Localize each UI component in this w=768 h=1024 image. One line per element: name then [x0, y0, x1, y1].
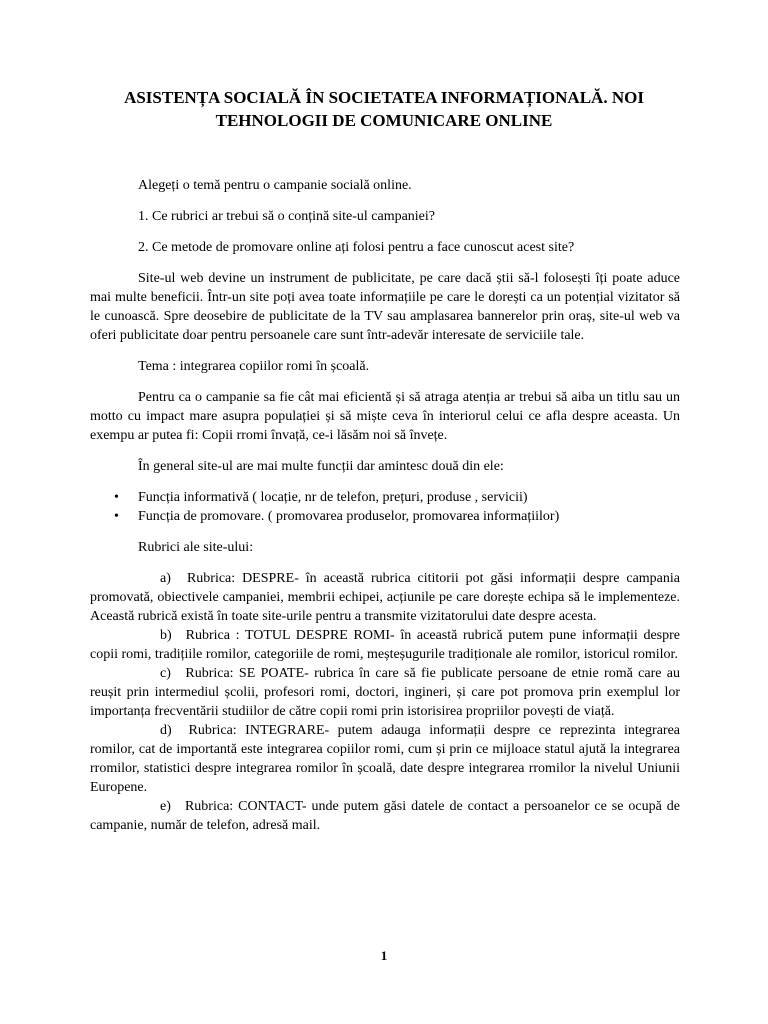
paragraph-website: Site-ul web devine un instrument de publicitate, pe care dacă știi să-l folosești îți poate aduce mai multe beneficii. Într-un site poți avea toate informațiile pe care le dorești ca un potențial vizitator să le cunoască. Spre deosebire de publicitate de la TV sau amplasarea bannerelor prin oraș, site-ul web va oferi publicitate doar pentru persoanele care sunt într-adevăr interesate de serviciile tale.: [90, 271, 680, 343]
rubric-item: [90, 721, 680, 797]
intro-line: Alegeți o temă pentru o campanie socială online.: [138, 178, 412, 193]
document-body: [90, 176, 680, 835]
bullet-icon: •: [114, 490, 119, 505]
functions-list: [90, 488, 680, 526]
rubric-text: Rubrica: INTEGRARE- putem adauga informații despre ce reprezinta integrarea romilor, cat de importantă este integrarea copiilor romi, cum și prin ce mijloace statul ajută la integrarea rromilor, statistici despre integrarea romilor în școală, date despre integrarea rromilor la nivelul Uniunii Europene.: [90, 723, 681, 795]
document-title: ASISTENȚA SOCIALĂ ÎN SOCIETATEA INFORMAȚIONALĂ. NOI TEHNOLOGII DE COMUNICARE ONLINE: [124, 88, 644, 130]
page-number: 1: [380, 948, 388, 963]
rubrici-heading: Rubrici ale site-ului:: [138, 540, 254, 555]
rubric-item: [90, 626, 680, 664]
paragraph-campaign: Pentru ca o campanie sa fie cât mai eficientă și să atraga atenția ar trebui să aiba un titlu sau un motto cu impact mare asupra populației și să miște ceva în interiorul celui ce afla despre aceasta. Un exempu ar putea fi: Copii rromi învață, ce-i lăsăm noi să învețe.: [90, 390, 680, 443]
rubric-label: e): [160, 799, 171, 814]
paragraph-functions: În general site-ul are mai multe funcții dar amintesc două din ele:: [138, 459, 504, 474]
rubric-item: [90, 797, 680, 835]
list-item-text: Funcția informativă ( locație, nr de telefon, prețuri, produse , servicii): [138, 490, 528, 505]
rubric-text: Rubrica: DESPRE- în această rubrica cititorii pot găsi informații despre campania promovată, obiectivele campaniei, membrii echipei, acțiunile pe care dorește echipa să le implementeze. Această rubrică există în toate site-urile pentru a transmite vizitatorului date despre acesta.: [90, 571, 681, 624]
list-item: [90, 488, 680, 507]
rubric-label: c): [160, 666, 171, 681]
question-2: 2. Ce metode de promovare online ați folosi pentru a face cunoscut acest site?: [138, 240, 575, 255]
rubric-label: b): [160, 628, 172, 643]
rubric-text: Rubrica : TOTUL DESPRE ROMI- în această rubrică putem pune informații despre copii romi, tradițiile romilor, categoriile de romi, meșteșugurile tradiționale ale romilor, istoricul romilor.: [90, 628, 681, 662]
list-item: [90, 507, 680, 526]
rubric-item: [90, 664, 680, 721]
rubric-text: Rubrica: CONTACT- unde putem găsi datele de contact a persoanelor ce se ocupă de campanie, număr de telefon, adresă mail.: [90, 799, 681, 833]
theme-line: Tema : integrarea copiilor romi în școală.: [138, 359, 370, 374]
rubric-label: d): [160, 723, 172, 738]
rubric-text: Rubrica: SE POATE- rubrica în care să fie publicate persoane de etnie romă care au reușit prin intermediul școlii, profesori romi, doctori, ingineri, și care pot promova prin exemplul lor importanța frecventării studiilor de către copii romi prin istorisirea propriilor povești de viață.: [90, 666, 681, 719]
rubric-item: [90, 569, 680, 626]
list-item-text: Funcția de promovare. ( promovarea produselor, promovarea informațiilor): [138, 509, 560, 524]
question-1: 1. Ce rubrici ar trebui să o conțină site-ul campaniei?: [138, 209, 436, 224]
bullet-icon: •: [114, 509, 119, 524]
rubric-label: a): [160, 571, 171, 586]
